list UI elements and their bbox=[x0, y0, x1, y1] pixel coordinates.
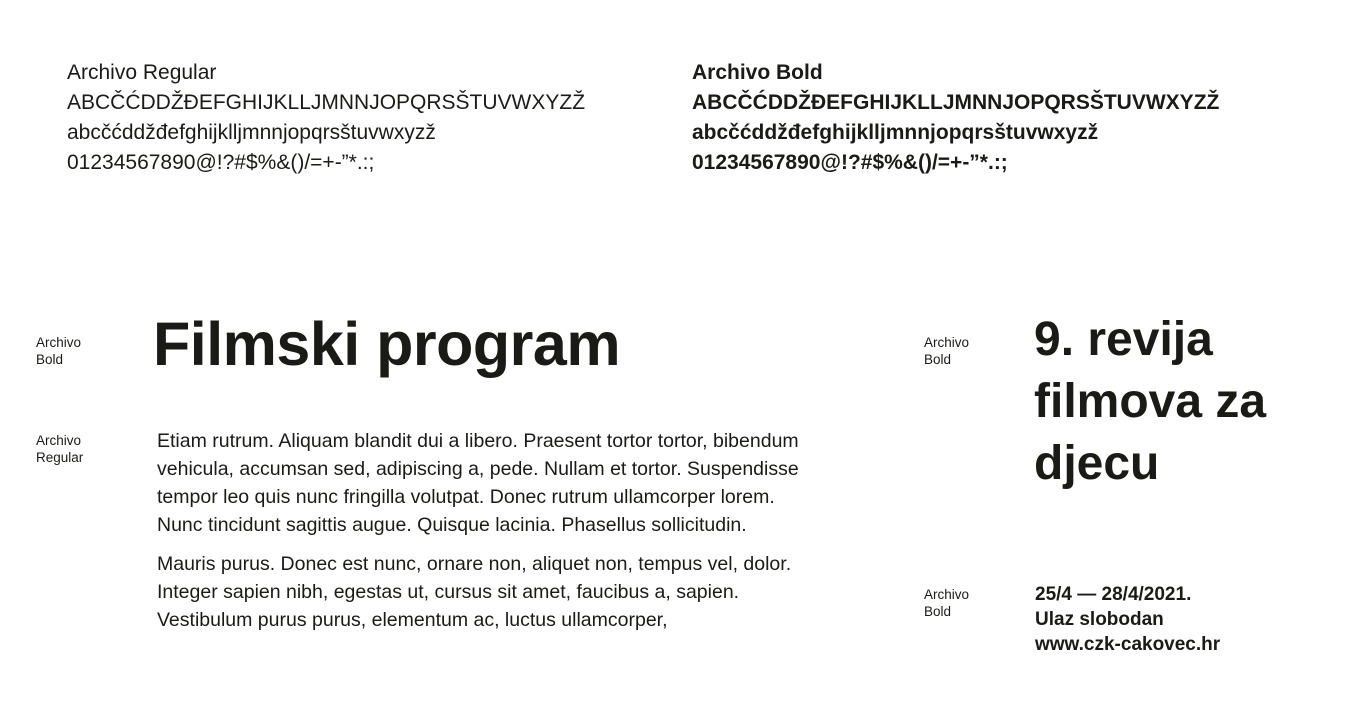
specimen-numerals: 01234567890@!?#$%&()/=+-”*.:; bbox=[692, 151, 1008, 174]
body-paragraph: Etiam rutrum. Aliquam blandit dui a libero. Praesent tortor tortor, bibendum vehicula, accumsan sed, adipiscing a, pede. Nullam et tortor. Suspendisse tempor leo quis nunc fringilla volutpat. Donec rutrum ullamcorper lorem. Nunc tincidunt sagittis augue. Quisque lacinia. Phasellus sollicitudin. bbox=[157, 430, 799, 536]
body-text bbox=[157, 427, 817, 645]
body-paragraph: Mauris purus. Donec est nunc, ornare non, aliquet non, tempus vel, dolor. Integer sapien nibh, egestas ut, cursus sit amet, faucibus a, sapien. Vestibulum purus purus, elementum ac, luctus ullamcorper, bbox=[157, 553, 792, 631]
specimen-lowercase: abcčćddžđefghijklljmnnjopqrsštuvwxyzž bbox=[67, 121, 436, 144]
bold-font-specimen bbox=[692, 58, 1219, 178]
event-dates: 25/4 — 28/4/2021. bbox=[1035, 584, 1192, 605]
specimen-uppercase: ABCČĆDDŽĐEFGHIJKLLJMNNJOPQRSŠTUVWXYZŽ bbox=[692, 91, 1220, 114]
event-website: www.czk-cakovec.hr bbox=[1035, 634, 1221, 655]
headline: Filmski program bbox=[153, 310, 621, 378]
event-title: 9. revija filmova za djecu bbox=[1034, 313, 1267, 490]
specimen-font-name: Archivo Regular bbox=[67, 61, 217, 84]
event-info bbox=[1035, 582, 1220, 657]
headline-font-label: Archivo Bold bbox=[36, 335, 82, 367]
event-title-font-label: Archivo Bold bbox=[924, 335, 970, 367]
regular-font-specimen bbox=[67, 58, 585, 178]
specimen-lowercase: abcčćddžđefghijklljmnnjopqrsštuvwxyzž bbox=[692, 121, 1099, 144]
specimen-uppercase: ABCČĆDDŽĐEFGHIJKLLJMNNJOPQRSŠTUVWXYZŽ bbox=[67, 91, 586, 114]
body-font-label: Archivo Regular bbox=[36, 433, 84, 465]
event-entry: Ulaz slobodan bbox=[1035, 609, 1164, 630]
specimen-numerals: 01234567890@!?#$%&()/=+-”*.:; bbox=[67, 151, 375, 174]
event-info-font-label: Archivo Bold bbox=[924, 587, 970, 619]
specimen-font-name: Archivo Bold bbox=[692, 61, 823, 84]
